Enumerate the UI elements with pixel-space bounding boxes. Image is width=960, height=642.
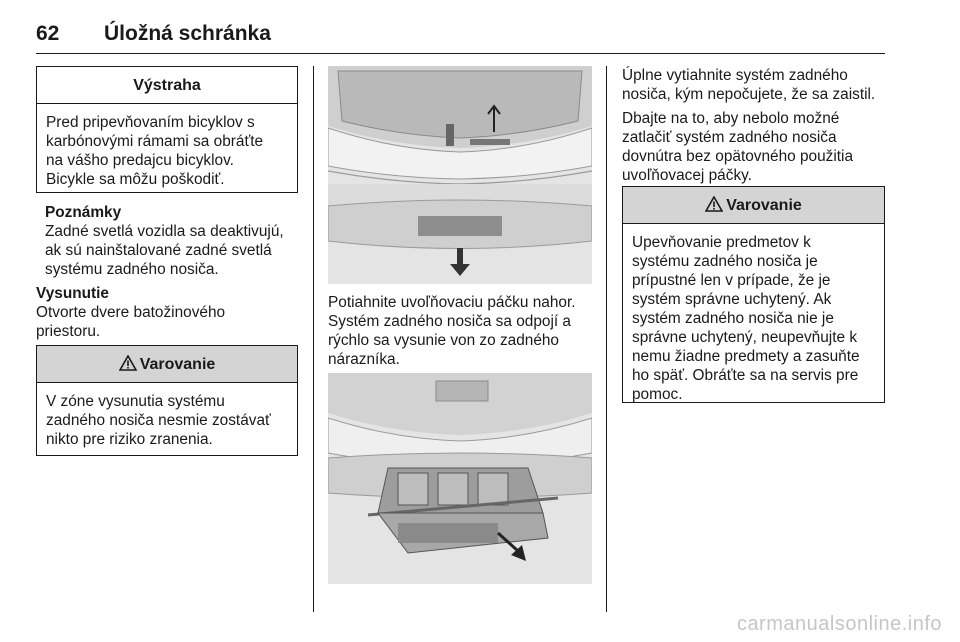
caution-line: V zóne vysunutia systému	[46, 393, 225, 410]
middle-line: Systém zadného nosiča sa odpojí a	[328, 313, 571, 330]
middle-text	[328, 293, 598, 369]
warning-line: karbónovými rámami sa obráťte	[46, 133, 264, 150]
page-header	[36, 20, 885, 54]
caution-box-1-header	[37, 346, 297, 383]
right-text-1	[622, 66, 892, 104]
caution-box-1	[36, 345, 298, 456]
caution-line: Upevňovanie predmetov k	[632, 234, 811, 251]
warning-line: na vášho predajcu bicyklov.	[46, 152, 234, 169]
warning-triangle-icon	[705, 196, 723, 212]
illustration-release-lever	[328, 66, 592, 284]
middle-line: rýchlo sa vysunie von zo zadného	[328, 332, 559, 349]
extend-title: Vysunutie	[36, 285, 109, 302]
caution-line: nikto pre riziko zranenia.	[46, 431, 213, 448]
note-section	[45, 203, 307, 279]
right-line: Dbajte na to, aby nebolo možné	[622, 110, 840, 127]
right-line: uvoľňovacej páčky.	[622, 167, 752, 184]
warning-box-body	[37, 104, 297, 197]
column-divider-right	[606, 66, 607, 612]
caution-line: systému zadného nosiča je	[632, 253, 818, 270]
extend-line: Otvorte dvere batožinového	[36, 304, 226, 321]
middle-line: nárazníka.	[328, 351, 400, 368]
extend-section	[36, 284, 298, 341]
caution-line: systém správne uchytený. Ak	[632, 291, 832, 308]
right-line: Úplne vytiahnite systém zadného	[622, 67, 848, 84]
caution-line: správne uchytený, neupevňujte k	[632, 329, 858, 346]
caution-line: ho späť. Obráťte sa na servis pre	[632, 367, 859, 384]
caution-box-2-header	[623, 187, 884, 224]
note-line: ak sú nainštalované zadné svetlá	[45, 242, 272, 259]
warning-box-title: Výstraha	[37, 67, 297, 104]
extend-line: priestoru.	[36, 323, 101, 340]
warning-line: Pred pripevňovaním bicyklov s	[46, 114, 255, 131]
middle-line: Potiahnite uvoľňovaciu páčku nahor.	[328, 294, 576, 311]
note-line: systému zadného nosiča.	[45, 261, 219, 278]
caution-box-2	[622, 186, 885, 403]
warning-line: Bicykle sa môžu poškodiť.	[46, 171, 225, 188]
warning-box	[36, 66, 298, 193]
column-divider-left	[313, 66, 314, 612]
caution-line: zadného nosiča nesmie zostávať	[46, 412, 271, 429]
watermark: carmanualsonline.info	[736, 613, 942, 635]
caution-box-2-body	[623, 224, 884, 412]
caution-line: systém zadného nosiča nie je	[632, 310, 834, 327]
caution-box-1-body	[37, 383, 297, 457]
note-line: Zadné svetlá vozidla sa deaktivujú,	[45, 223, 284, 240]
caution-box-1-title: Varovanie	[139, 356, 216, 373]
right-text-2	[622, 109, 892, 185]
right-line: dovnútra bez opätovného použitia	[622, 148, 854, 165]
page-number: 62	[36, 22, 60, 45]
caution-box-2-title: Varovanie	[726, 197, 802, 214]
caution-line: nemu žiadne predmety a zasuňte	[632, 348, 860, 365]
right-line: nosiča, kým nepočujete, že sa zaistil.	[622, 86, 876, 103]
caution-line: prípustné len v prípade, že je	[632, 272, 831, 289]
caution-line: pomoc.	[632, 386, 683, 403]
warning-triangle-icon	[119, 355, 137, 371]
note-title: Poznámky	[45, 204, 122, 221]
page-title: Úložná schránka	[104, 22, 271, 45]
illustration-extended-carrier	[328, 373, 592, 584]
right-line: zatlačiť systém zadného nosiča	[622, 129, 837, 146]
